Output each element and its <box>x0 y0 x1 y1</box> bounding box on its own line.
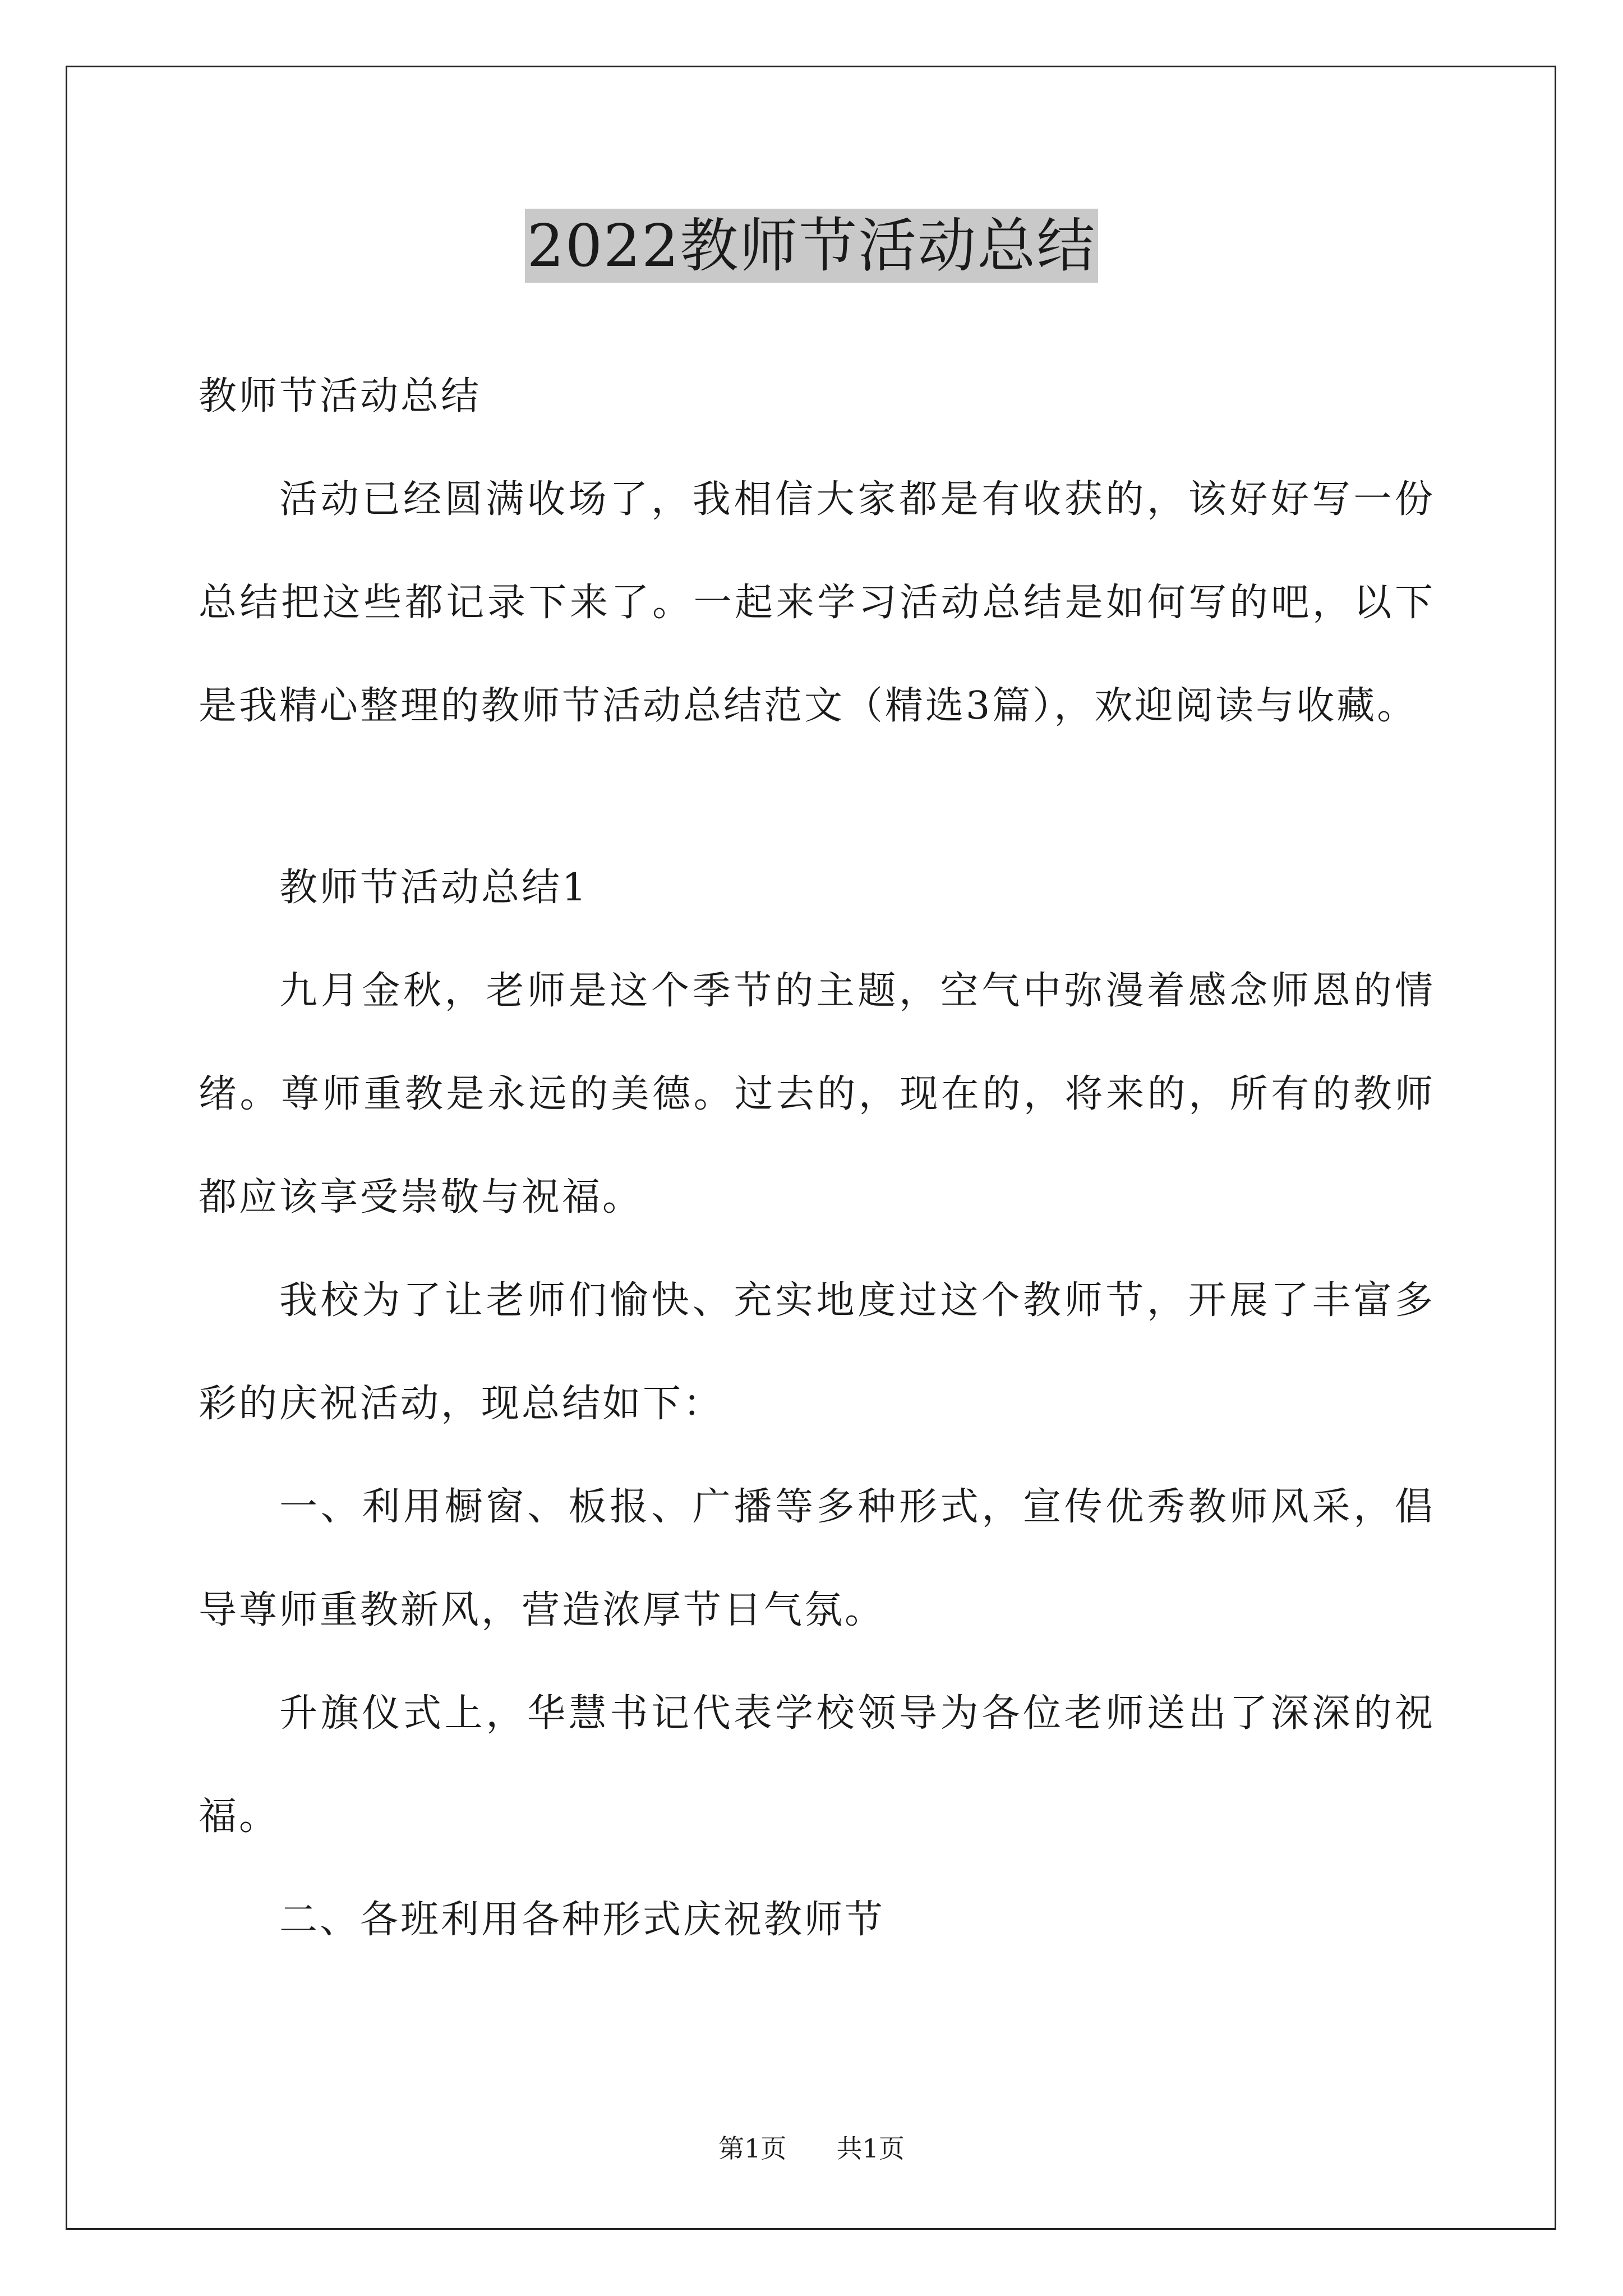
page-number-current: 第1页 <box>718 2133 787 2164</box>
document-title: 2022教师节活动总结 <box>525 209 1099 283</box>
page-footer <box>0 2132 1623 2165</box>
body-paragraph-5: 二、各班利用各种形式庆祝教师节 <box>279 1898 886 1942</box>
title-container <box>0 209 1623 283</box>
body-paragraph-1: 九月金秋，老师是这个季节的主题，空气中弥漫着感念师恩的情绪。尊师重教是永远的美德。过去的，现在的，将来的，所有的教师都应该享受崇敬与祝福。 <box>199 969 1435 1220</box>
document-subtitle: 教师节活动总结 <box>199 374 482 418</box>
section-title: 教师节活动总结1 <box>279 866 589 910</box>
page-number-total: 共1页 <box>836 2133 905 2164</box>
body-paragraph-2: 我校为了让老师们愉快、充实地度过这个教师节，开展了丰富多彩的庆祝活动，现总结如下： <box>199 1278 1435 1426</box>
intro-paragraph: 活动已经圆满收场了，我相信大家都是有收获的，该好好写一份总结把这些都记录下来了。一起来学习活动总结是如何写的吧，以下是我精心整理的教师节活动总结范文（精选3篇），欢迎阅读与收藏。 <box>199 477 1435 728</box>
body-paragraph-3: 一、利用橱窗、板报、广播等多种形式，宣传优秀教师风采，倡导尊师重教新风，营造浓厚节日气氛。 <box>199 1485 1435 1632</box>
section-spacer <box>199 758 1435 836</box>
document-body <box>199 345 1435 1972</box>
body-paragraph-4: 升旗仪式上，华慧书记代表学校领导为各位老师送出了深深的祝福。 <box>199 1691 1435 1839</box>
